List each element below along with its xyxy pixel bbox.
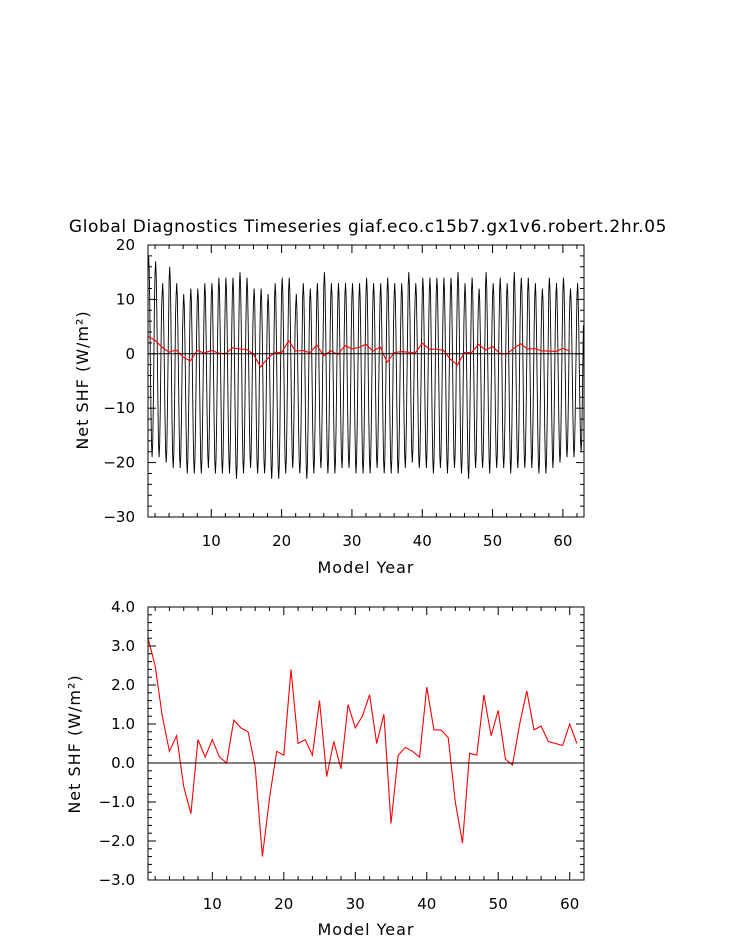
top-y-tick-label: −10 bbox=[103, 399, 135, 418]
top-y-axis-label: Net SHF (W/m²) bbox=[73, 310, 92, 450]
bottom-y-tick-label: 1.0 bbox=[111, 715, 135, 733]
bottom-x-tick-label: 40 bbox=[417, 895, 437, 913]
bottom-series-annual-line bbox=[148, 638, 577, 856]
bottom-x-tick-label: 50 bbox=[488, 895, 508, 913]
figure-title: Global Diagnostics Timeseries giaf.eco.c15b7.gx1v6.robert.2hr.05 bbox=[68, 217, 668, 237]
bottom-x-tick-label: 60 bbox=[560, 895, 580, 913]
bottom-x-tick-label: 20 bbox=[274, 895, 294, 913]
top-y-tick-label: 10 bbox=[115, 290, 135, 309]
bottom-x-axis-label: Model Year bbox=[317, 920, 415, 939]
top-x-tick-label: 20 bbox=[272, 532, 292, 550]
bottom-x-tick-label: 10 bbox=[202, 895, 222, 913]
top-series-monthly-line bbox=[148, 256, 583, 479]
top-y-tick-label: −30 bbox=[103, 508, 135, 526]
bottom-y-axis-label: Net SHF (W/m²) bbox=[65, 674, 84, 814]
bottom-y-tick-label: −1.0 bbox=[98, 793, 135, 811]
top-series-annual-line bbox=[148, 336, 570, 367]
bottom-y-tick-label: 2.0 bbox=[111, 676, 135, 694]
top-x-tick-label: 30 bbox=[342, 532, 362, 550]
bottom-x-tick-label: 30 bbox=[345, 895, 365, 913]
top-x-tick-label: 10 bbox=[201, 532, 221, 550]
bottom-y-tick-label: −2.0 bbox=[98, 832, 135, 850]
bottom-y-tick-label: 4.0 bbox=[111, 598, 135, 616]
top-x-tick-label: 60 bbox=[553, 532, 573, 550]
top-panel bbox=[73, 0, 584, 577]
top-x-tick-label: 50 bbox=[483, 532, 503, 550]
bottom-y-tick-label: 0.0 bbox=[111, 754, 135, 772]
top-x-tick-label: 40 bbox=[412, 532, 432, 550]
top-y-tick-label: 0 bbox=[125, 344, 135, 363]
bottom-panel bbox=[65, 0, 584, 939]
bottom-y-tick-label: −3.0 bbox=[98, 871, 135, 889]
top-y-tick-label: −20 bbox=[103, 453, 135, 472]
top-x-axis-label: Model Year bbox=[317, 558, 415, 577]
top-y-tick-label: 20 bbox=[115, 236, 135, 254]
bottom-y-tick-label: 3.0 bbox=[111, 637, 135, 655]
